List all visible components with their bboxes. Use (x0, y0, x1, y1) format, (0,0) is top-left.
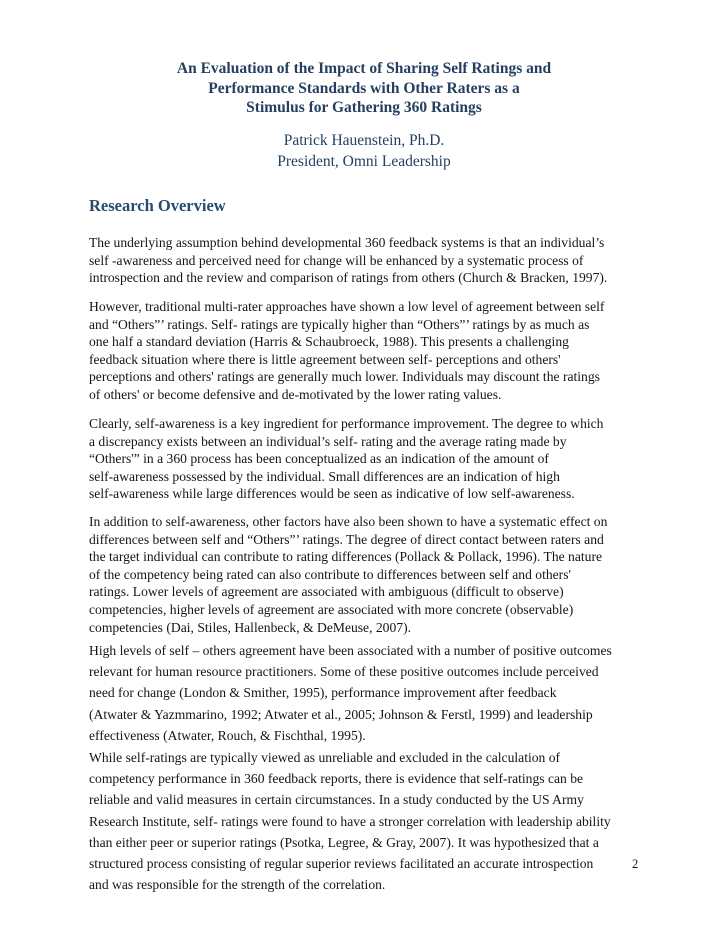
text-line: self -awareness and perceived need for change will be enhanced by a systematic process of (89, 252, 584, 268)
text-line: Research Institute, self- ratings were found to have a stronger correlation with leadership ability (89, 813, 611, 829)
text-line: of others' or become defensive and de-motivated by the lower rating values. (89, 386, 502, 402)
text-line: self-awareness possessed by the individual. Small differences are an indication of high (89, 468, 560, 484)
text-line: differences between self and “Others”’ ratings. The degree of direct contact between raters and (89, 531, 604, 547)
text-line: relevant for human resource practitioners. Some of these positive outcomes include perceived (89, 664, 599, 680)
document-title (0, 59, 728, 118)
page-number: 2 (632, 857, 639, 871)
text-line: High levels of self – others agreement have been associated with a number of positive outcomes (89, 643, 612, 658)
text-line: ratings. Lower levels of agreement are associated with ambiguous (difficult to observe) (89, 584, 564, 600)
text-line: self-awareness while large differences would be seen as indicative of low self-awareness. (89, 486, 575, 502)
text-line: need for change (London & Smither, 1995), performance improvement after feedback (89, 685, 557, 701)
text-line: perceptions and others' ratings are generally much lower. Individuals may discount the ratings (89, 369, 600, 385)
text-line: reliable and valid measures in certain circumstances. In a study conducted by the US Army (89, 792, 584, 808)
section-heading: Research Overview (89, 196, 226, 215)
paragraph-4 (89, 513, 649, 636)
text-line: introspection and the review and comparison of ratings from others (Church & Bracken, 1997). (89, 270, 608, 286)
text-line: of the competency being rated can also contribute to differences between self and others' (89, 566, 571, 582)
text-line: and “Others”’ ratings. Self- ratings are typically higher than “Others”’ ratings by as much as (89, 316, 590, 332)
title-line: Stimulus for Gathering 360 Ratings (246, 99, 482, 116)
text-line: (Atwater & Yazmmarino, 1992; Atwater et al., 2005; Johnson & Ferstl, 1999) and leadership (89, 706, 593, 722)
text-line: structured process consisting of regular superior reviews facilitated an accurate introspection (89, 856, 594, 872)
paragraph-6 (89, 747, 649, 895)
text-line: the target individual can contribute to rating differences (Pollack & Pollack, 1996). The nature (89, 549, 603, 565)
text-line: a discrepancy exists between an individual’s self- rating and the average rating made by (89, 433, 567, 449)
text-line: In addition to self-awareness, other factors have also been shown to have a systematic effect on (89, 514, 608, 529)
title-line: Performance Standards with Other Raters as a (208, 79, 520, 97)
text-line: “Others'” in a 360 process has been conceptualized as an indication of the amount of (89, 451, 549, 467)
text-line: competency performance in 360 feedback reports, there is evidence that self-ratings can be (89, 771, 584, 787)
paragraph-1 (89, 234, 649, 287)
paragraph-3 (89, 415, 649, 503)
author-name: Patrick Hauenstein, Ph.D. (283, 132, 445, 149)
text-line: feedback situation where there is little agreement between self- perceptions and others' (89, 351, 561, 367)
author-block (0, 130, 728, 172)
text-line: The underlying assumption behind developmental 360 feedback systems is that an individual’s (89, 235, 605, 250)
author-affiliation: President, Omni Leadership (277, 153, 451, 170)
text-line: competencies, higher levels of agreement are associated with more concrete (observable) (89, 601, 574, 617)
text-line: While self-ratings are typically viewed as unreliable and excluded in the calculation of (89, 750, 561, 765)
text-line: one half a standard deviation (Harris & Schaubroeck, 1988). This presents a challenging (89, 334, 569, 350)
paragraph-5 (89, 640, 649, 746)
text-line: Clearly, self-awareness is a key ingredient for performance improvement. The degree to which (89, 416, 604, 431)
text-line: than either peer or superior ratings (Psotka, Legree, & Gray, 2007). It was hypothesized that a (89, 834, 599, 850)
paragraph-2 (89, 298, 649, 404)
text-line: effectiveness (Atwater, Rouch, & Fischthal, 1995). (89, 727, 366, 743)
text-line: and was responsible for the strength of the correlation. (89, 877, 386, 893)
text-line: competencies (Dai, Stiles, Hallenbeck, & DeMeuse, 2007). (89, 619, 412, 635)
title-line: An Evaluation of the Impact of Sharing Self Ratings and (176, 60, 552, 77)
text-line: However, traditional multi-rater approaches have shown a low level of agreement between self (89, 299, 605, 314)
